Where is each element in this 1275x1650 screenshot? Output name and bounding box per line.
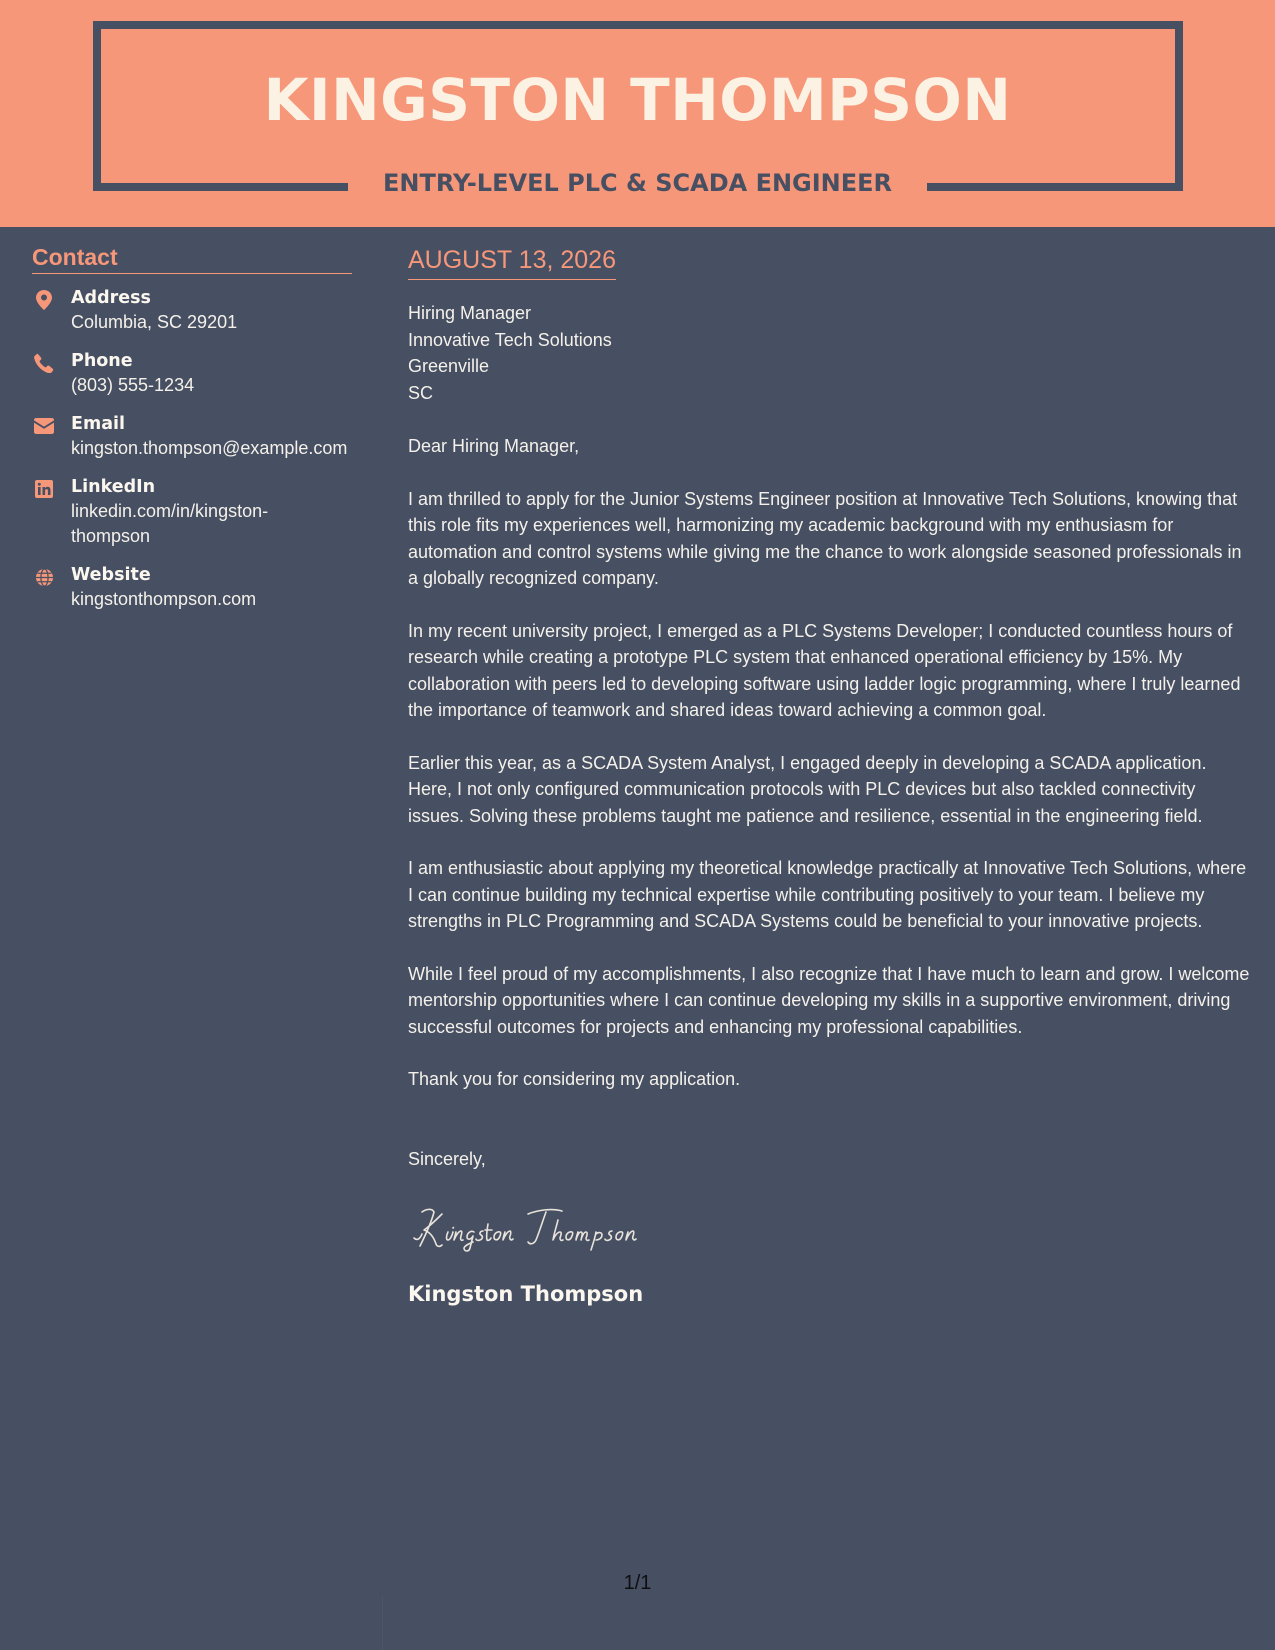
letter-date: AUGUST 13, 2026 [408, 244, 616, 280]
column-divider [382, 1595, 383, 1650]
contact-label: Email [71, 414, 125, 434]
header-frame [93, 21, 1183, 29]
globe-icon [34, 567, 54, 587]
closing: Sincerely, [408, 1148, 486, 1169]
letter-paragraph: In my recent university project, I emerged as a PLC Systems Developer; I conducted countless hours of research while creating a prototype PLC system that enhanced operational efficiency by 15%. My collaboration with peers led to developing software using ladder logic programming, where I truly learned the importance of teamwork and shared ideas toward achieving a common goal. [408, 620, 1241, 720]
location-pin-icon [34, 290, 54, 310]
linkedin-icon [34, 479, 54, 499]
contact-item-linkedin [32, 475, 352, 549]
letter-paragraph: Earlier this year, as a SCADA System Analyst, I engaged deeply in developing a SCADA application. Here, I not only configured communication protocols with PLC devices but also tackled connectivity issues. Solving these problems taught me patience and resilience, essential in the engineering field. [408, 752, 1207, 826]
recipient-line: SC [408, 382, 434, 403]
recipient-line: Hiring Manager [408, 303, 532, 323]
contact-sidebar [32, 243, 352, 626]
recipient-line: Innovative Tech Solutions [408, 329, 612, 350]
recipient-line: Greenville [408, 356, 490, 376]
contact-heading: Contact [32, 243, 352, 274]
linkedin-link[interactable]: linkedin.com/in/kingston- thompson [71, 501, 269, 546]
letter-paragraph: Thank you for considering my application. [408, 1069, 741, 1089]
letter-body [408, 244, 1250, 1308]
contact-label: Website [71, 565, 151, 585]
address-value: Columbia, SC 29201 [71, 312, 238, 332]
contact-label: LinkedIn [71, 477, 156, 497]
recipient-block [408, 300, 1250, 406]
greeting: Dear Hiring Manager, [408, 436, 580, 456]
phone-value: (803) 555-1234 [71, 375, 195, 395]
envelope-icon [34, 416, 54, 436]
applicant-name: KINGSTON THOMPSON [263, 66, 1012, 134]
letter-paragraph: While I feel proud of my accomplishments, I also recognize that I have much to learn and grow. I welcome mentorship opportunities where I can continue developing my skills in a supportive environment, driving successful outcomes for projects and enhancing my professional capabilities. [408, 963, 1250, 1037]
contact-item-email [32, 412, 352, 461]
contact-label: Address [71, 288, 151, 308]
website-link[interactable]: kingstonthompson.com [71, 589, 257, 609]
header-banner [0, 0, 1275, 227]
handwritten-signature [408, 1198, 668, 1258]
job-title: ENTRY-LEVEL PLC & SCADA ENGINEER [382, 169, 893, 197]
signer-name: Kingston Thompson [408, 1282, 644, 1306]
contact-label: Phone [71, 351, 133, 371]
phone-icon [34, 353, 54, 373]
contact-item-address [32, 286, 352, 335]
letter-paragraph: I am enthusiastic about applying my theoretical knowledge practically at Innovative Tech Solutions, where I can continue building my technical expertise while contributing positively to your team. I believe my strengths in PLC Programming and SCADA Systems could be beneficial to your innovative projects. [408, 858, 1247, 931]
contact-item-website [32, 563, 352, 612]
contact-list [32, 286, 352, 612]
letter-paragraph: I am thrilled to apply for the Junior Systems Engineer position at Innovative Tech Solutions, knowing that this role fits my experiences well, harmonizing my academic background with my enthusiasm for automation and control systems while giving me the chance to work alongside seasoned professionals in a globally recognized company. [408, 488, 1242, 588]
page-number: 1/1 [623, 1572, 652, 1594]
contact-item-phone [32, 349, 352, 398]
email-link[interactable]: kingston.thompson@example.com [71, 438, 348, 458]
